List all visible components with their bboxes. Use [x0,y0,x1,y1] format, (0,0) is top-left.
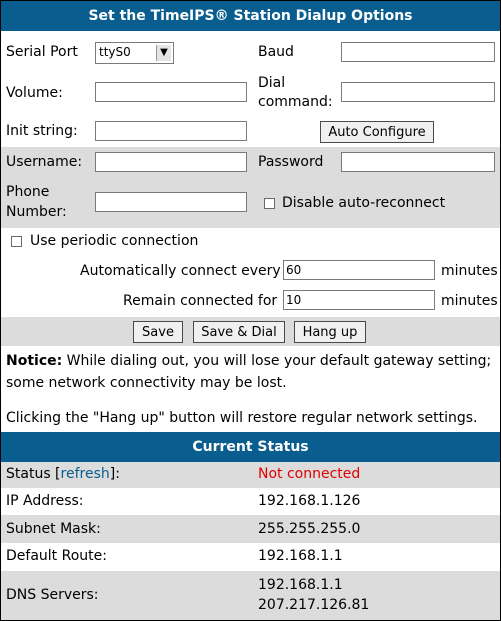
baud-label: Baud [258,44,294,60]
remain-connected-unit: minutes [441,293,498,309]
init-string-input[interactable] [95,121,247,141]
periodic-connection-checkbox[interactable] [11,236,22,247]
refresh-link[interactable]: refresh [60,466,110,482]
baud-input[interactable] [341,42,495,62]
notice-line1 [6,353,491,369]
serial-port-value: ttyS0 [99,45,131,59]
periodic-connection-label: Use periodic connection [30,233,199,249]
auto-connect-label: Automatically connect every [80,263,281,279]
username-input[interactable] [95,152,247,172]
remain-connected-label: Remain connected for [123,293,278,309]
auto-connect-unit: minutes [441,263,498,279]
phone-label-line1: Phone [6,184,50,200]
password-label: Password [258,154,324,170]
hangup-note: Clicking the "Hang up" button will restore regular network settings. [6,410,478,426]
dns-server-1: 192.168.1.1 [258,577,343,593]
volume-label: Volume: [6,85,63,101]
page-title: Set the TimeIPS® Station Dialup Options [1,1,500,31]
disable-auto-reconnect-label: Disable auto-reconnect [282,195,446,211]
password-input[interactable] [341,152,495,172]
username-label: Username: [6,154,83,170]
notice-line2: some network connectivity may be lost. [6,375,287,391]
phone-label-line2: Number: [6,204,67,220]
auto-connect-input[interactable] [283,260,435,280]
save-and-dial-button[interactable]: Save & Dial [193,321,285,343]
init-string-label: Init string: [6,123,78,139]
serial-port-select[interactable] [95,42,174,64]
disable-auto-reconnect-checkbox[interactable] [264,198,275,209]
default-route-label: Default Route: [6,548,107,564]
dial-command-input[interactable] [341,82,495,102]
hang-up-button[interactable]: Hang up [294,321,366,343]
status-label [6,466,120,482]
dial-command-label-line2: command: [258,94,333,110]
status-value: Not connected [258,466,361,482]
dns-servers-label: DNS Servers: [6,587,99,603]
notice-label: Notice: [6,353,63,369]
chevron-down-icon: ▼ [156,45,171,61]
status-label-text: Status [ [6,466,61,482]
remain-connected-input[interactable] [283,290,435,310]
volume-input[interactable] [95,82,247,102]
notice-text-1: While dialing out, you will lose your default gateway setting; [62,353,492,369]
current-status-title: Current Status [1,432,500,462]
subnet-mask-label: Subnet Mask: [6,521,101,537]
status-label-suffix: ]: [109,466,120,482]
dns-server-2: 207.217.126.81 [258,597,370,613]
serial-port-label: Serial Port [6,44,78,60]
save-button[interactable]: Save [133,321,183,343]
subnet-mask-value: 255.255.255.0 [258,521,361,537]
ip-address-label: IP Address: [6,493,84,509]
dial-command-label-line1: Dial [258,75,286,91]
default-route-value: 192.168.1.1 [258,548,343,564]
phone-number-input[interactable] [95,192,247,212]
ip-address-value: 192.168.1.126 [258,493,361,509]
auto-configure-button[interactable]: Auto Configure [320,121,434,143]
